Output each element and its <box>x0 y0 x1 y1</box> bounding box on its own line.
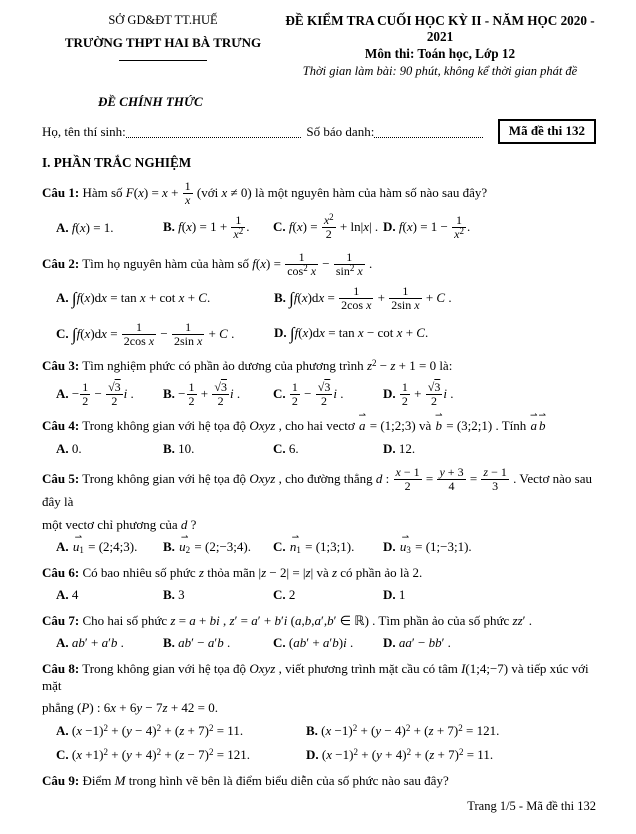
question-6 <box>42 564 596 603</box>
option-letter: D. <box>274 325 290 341</box>
question-stem: Câu 2: Tìm họ nguyên hàm của hàm số f(x) = $\frac{1}{\cos^2 x}$ − $\frac{1}{\sin^2 x}$ . <box>42 249 373 279</box>
option-letter: B. <box>163 218 179 234</box>
question-stem: Câu 6: Có bao nhiêu số phức z thỏa mãn |z − 2| = |z| và z có phần ảo là 2. <box>42 564 423 580</box>
option-letter: D. <box>383 218 399 234</box>
question-stem: Câu 7: Cho hai số phức z = a + bi , z′ = a′ + b′i (a,b,a′,b′ ∈ ℝ) . Tìm phần ảo của số phức zz′ . <box>42 612 533 628</box>
option-d: D. 1 <box>383 586 406 602</box>
option-a: A. ⇀ $u_1$ = (2;4;3). <box>56 532 138 555</box>
option-letter: D. <box>383 440 399 456</box>
official-stamp: ĐỀ CHÍNH THỨC <box>98 94 203 109</box>
option-a: A. − $\frac{1}{2}$ − $\frac{√3}{2}$ i . <box>56 379 134 408</box>
option-letter: A. <box>56 635 72 651</box>
question-label: Câu 3: <box>42 358 80 374</box>
option-d: D. f(x) = 1 − $\frac{1}{x^2}$ . <box>383 212 471 242</box>
question-label: Câu 8: <box>42 661 80 677</box>
option-letter: D. <box>383 385 399 401</box>
question-stem: Câu 9: Điểm M trong hình vẽ bên là điểm biểu diễn của số phức nào sau đây? <box>42 772 449 788</box>
option-d: D. 12. <box>383 440 416 456</box>
question-stem-continued: phẳng (P) : 6x + 6y − 7z + 42 = 0. <box>42 700 218 716</box>
option-c: C. ∫f(x)dx = $\frac{1}{\text{2cos x}}$ − $\frac{1}{\text{2sin x}}$ + C . <box>56 319 235 348</box>
option-letter: C. <box>273 440 289 456</box>
option-letter: C. <box>56 325 72 341</box>
option-letter: B. <box>306 722 322 738</box>
option-letter: A. <box>56 538 72 554</box>
option-d: D. $(x -1)^2 + (y + 4)^2 + (z + 7)^2 = 11$. <box>306 746 494 762</box>
options-row <box>42 321 596 349</box>
option-b: B. ⇀ $u_2$ = (2;−3;4). <box>163 532 251 555</box>
option-b: B. ab′ − a′b . <box>163 635 231 651</box>
options-row <box>42 723 596 739</box>
option-letter: C. <box>273 385 289 401</box>
option-a: A. f(x) = 1. <box>56 219 114 235</box>
candidate-row <box>42 119 596 144</box>
options-row <box>42 211 596 242</box>
option-letter: C. <box>273 635 289 651</box>
question-7 <box>42 612 596 651</box>
exam-subject: Môn thi: Toán học, Lớp 12 <box>364 46 516 61</box>
option-letter: A. <box>56 289 72 305</box>
option-a: A. $(x -1)^2 + (y - 4)^2 + (z + 7)^2 = 11$. <box>56 722 244 738</box>
option-c: C. 6. <box>273 440 299 456</box>
section-title: I. PHẦN TRẮC NGHIỆM <box>42 155 192 170</box>
option-c: C. f(x) = $\frac{x^2}{2}$ + ln|x| . <box>273 211 379 242</box>
option-letter: A. <box>56 219 72 235</box>
option-c: C. (ab′ + a′b)i . <box>273 635 354 651</box>
option-c: C. 2 <box>273 586 296 602</box>
option-c: C. $\frac{1}{2}$ − $\frac{√3}{2}$ i . <box>273 379 344 408</box>
question-5 <box>42 466 596 555</box>
question-label: Câu 2: <box>42 255 80 271</box>
option-c: C. $(x +1)^2 + (y + 4)^2 + (z - 7)^2 = 121$. <box>56 746 251 762</box>
option-d: D. aa′ − bb′ . <box>383 635 451 651</box>
question-stem-continued: một vectơ chỉ phương của d ? <box>42 516 197 532</box>
page-footer: Trang 1/5 - Mã đề thi 132 <box>467 799 596 813</box>
option-letter: A. <box>56 722 72 738</box>
options-row <box>42 285 596 313</box>
exam-title: ĐỀ KIỂM TRA CUỐI HỌC KỲ II - NĂM HỌC 2020 - 2021 <box>285 13 595 44</box>
question-stem: Câu 3: Tìm nghiệm phức có phần ảo dương của phương trình $z^2 - z + 1 = 0$ là: <box>42 358 453 374</box>
option-letter: B. <box>163 385 179 401</box>
questions-list <box>42 180 596 789</box>
option-letter: B. <box>163 440 179 456</box>
options-row <box>42 381 596 409</box>
option-letter: D. <box>383 635 399 651</box>
question-stem: Câu 8: Trong không gian với hệ tọa độ Oxyz , viết phương trình mặt cầu có tâm I(1;4;−7) và tiếp xúc với mặt <box>42 661 589 694</box>
page-header <box>42 13 596 79</box>
question-2 <box>42 251 596 349</box>
option-d: D. ∫f(x)dx = tan x − cot x + C. <box>274 324 429 344</box>
question-9 <box>42 772 596 789</box>
question-8 <box>42 660 596 762</box>
option-b: B. $(x -1)^2 + (y - 4)^2 + (z + 7)^2 = 121$. <box>306 722 500 738</box>
option-letter: B. <box>163 635 179 651</box>
question-label: Câu 5: <box>42 470 80 486</box>
option-letter: D. <box>383 538 399 554</box>
question-label: Câu 9: <box>42 772 80 788</box>
option-c: C. ⇀ $n_1$ = (1;3;1). <box>273 532 355 555</box>
option-a: A. ab′ + a′b . <box>56 635 124 651</box>
options-row <box>42 747 596 763</box>
option-letter: A. <box>56 586 72 602</box>
question-4 <box>42 411 596 456</box>
question-label: Câu 7: <box>42 612 80 628</box>
option-letter: A. <box>56 385 72 401</box>
option-b: B. f(x) = 1 + $\frac{1}{x^2}$ . <box>163 212 250 242</box>
option-letter: B. <box>163 538 179 554</box>
option-a: A. 0. <box>56 440 82 456</box>
option-letter: D. <box>383 586 399 602</box>
header-title-block <box>284 13 596 79</box>
question-label: Câu 6: <box>42 564 80 580</box>
header-school-block <box>42 13 284 79</box>
question-stem: Câu 5: Trong không gian với hệ tọa độ Oxyz , cho đường thẳng d : $\frac{x - 1}{2}$ = $\frac{y + 3}{4}$ = $\frac{z - 1}{3}$ . Vectơ nào sau đây là <box>42 464 592 510</box>
option-letter: C. <box>273 538 289 554</box>
option-letter: C. <box>273 218 289 234</box>
options-row <box>42 635 596 651</box>
option-d: D. $\frac{1}{2}$ + $\frac{√3}{2}$ i . <box>383 379 454 408</box>
option-letter: B. <box>274 289 290 305</box>
option-letter: A. <box>56 440 72 456</box>
option-a: A. ∫f(x)dx = tan x + cot x + C. <box>56 288 211 308</box>
option-d: D. ⇀ $u_3$ = (1;−3;1). <box>383 532 472 555</box>
option-b: B. 10. <box>163 440 195 456</box>
candidate-name-label: Họ, tên thí sinh: <box>42 123 126 139</box>
option-letter: C. <box>273 586 289 602</box>
question-stem: Câu 4: Trong không gian với hệ tọa độ Oxyz , cho hai vectơ ⇀ a = (1;2;3) và ⇀ b = (3;2;1) . Tính ⇀ a ⇀ b <box>42 411 547 434</box>
header-rule <box>119 60 207 61</box>
question-1 <box>42 180 596 242</box>
exam-code-badge: Mã đề thi 132 <box>498 119 596 144</box>
department-name: SỞ GD&ĐT TT.HUẾ <box>108 13 218 27</box>
candidate-number-field <box>374 126 482 138</box>
options-row <box>42 587 596 603</box>
option-b: B. 3 <box>163 586 185 602</box>
question-label: Câu 4: <box>42 418 80 434</box>
options-row <box>42 441 596 457</box>
option-letter: C. <box>56 746 72 762</box>
exam-duration: Thời gian làm bài: 90 phút, không kể thời gian phát đề <box>302 64 578 78</box>
options-row <box>42 532 596 555</box>
option-b: B. ∫f(x)dx = $\frac{1}{\text{2cos x}}$ + $\frac{1}{\text{2sin x}}$ + C . <box>274 283 452 313</box>
question-stem: Câu 1: Hàm số F(x) = x + $\frac{1}{x}$ (với x ≠ 0) là một nguyên hàm của hàm số nào sau đây? <box>42 179 488 208</box>
option-letter: D. <box>306 746 322 762</box>
question-3 <box>42 357 596 408</box>
option-b: B. − $\frac{1}{2}$ + $\frac{√3}{2}$ i . <box>163 379 241 408</box>
option-letter: B. <box>163 586 179 602</box>
option-a: A. 4 <box>56 586 79 602</box>
question-label: Câu 1: <box>42 184 80 200</box>
candidate-number-label: Số báo danh: <box>306 123 375 139</box>
candidate-name-field <box>126 126 302 138</box>
school-name: TRƯỜNG THPT HAI BÀ TRƯNG <box>64 35 262 50</box>
